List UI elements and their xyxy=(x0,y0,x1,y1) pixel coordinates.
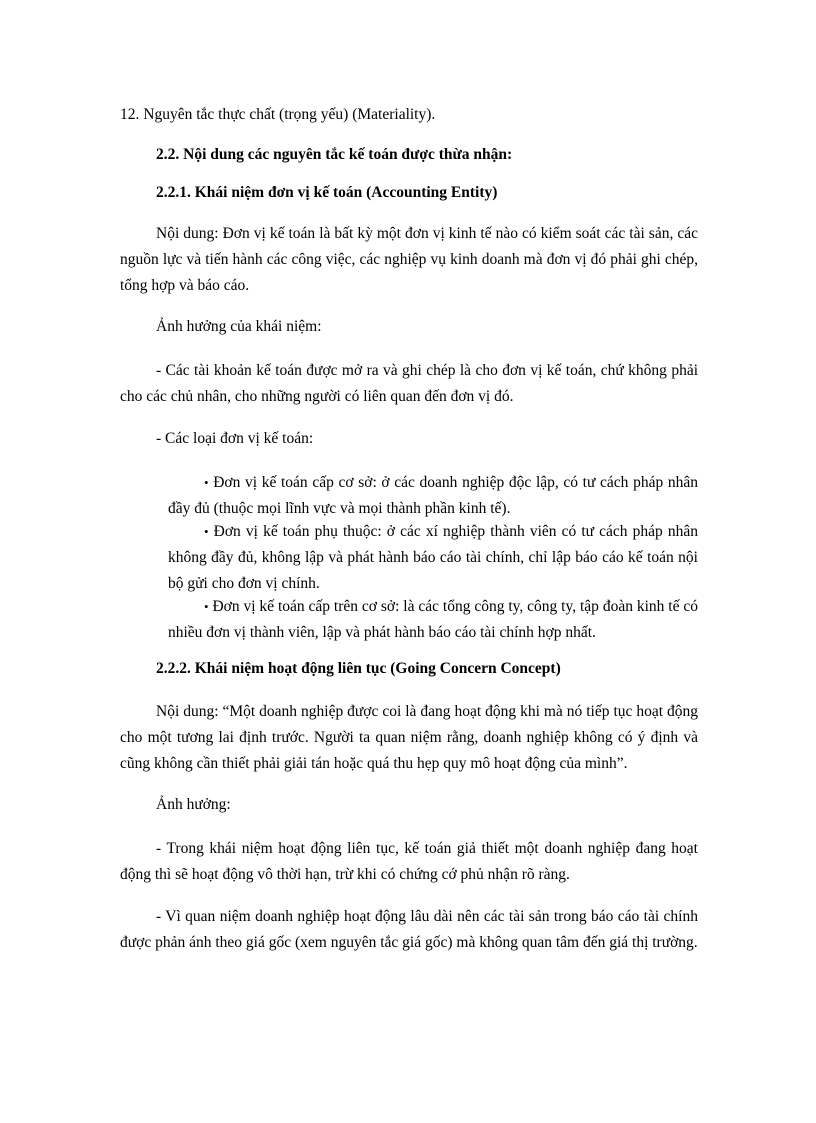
paragraph-entity-types xyxy=(120,426,698,452)
subsection-heading-entity xyxy=(120,180,698,206)
heading-2-2: 2.2. Nội dung các nguyên tắc kế toán được thừa nhận: xyxy=(156,146,513,163)
bullet-text: Đơn vị kế toán phụ thuộc: ở các xí nghiệp thành viên có tư cách pháp nhân không đầy đủ, không lập và phát hành báo cáo tài chính, chỉ lập báo cáo kế toán nội bộ gửi cho đơn vị chính. xyxy=(168,523,698,592)
paragraph-text: Ảnh hưởng của khái niệm: xyxy=(156,318,322,335)
paragraph-text: - Các tài khoản kế toán được mở ra và ghi chép là cho đơn vị kế toán, chứ không phải cho các chủ nhân, cho những người có liên quan đến đơn vị đó. xyxy=(120,362,698,405)
bullet-icon: • xyxy=(204,475,209,490)
bullet-item-dependent xyxy=(168,519,698,597)
paragraph-entity-effects xyxy=(120,314,698,340)
paragraph-text: Nội dung: Đơn vị kế toán là bất kỳ một đơn vị kinh tế nào có kiểm soát các tài sản, các nguồn lực và tiến hành các công việc, các nghiệp vụ kinh doanh mà đơn vị đó phải ghi chép, tổng hợp và báo cáo. xyxy=(120,225,698,294)
paragraph-text: Ảnh hưởng: xyxy=(156,796,231,813)
paragraph-text: - Các loại đơn vị kế toán: xyxy=(156,430,314,447)
list-item-12: 12. Nguyên tắc thực chất (trọng yếu) (Materiality). xyxy=(120,106,436,123)
bullet-icon: • xyxy=(204,599,209,614)
paragraph-accounts xyxy=(120,358,698,410)
paragraph-text: Nội dung: “Một doanh nghiệp được coi là đang hoạt động khi mà nó tiếp tục hoạt động cho một tương lai định trước. Người ta quan niệm rằng, doanh nghiệp không có ý định và cũng không cần thiết phải giải tán hoặc quá thu hẹp quy mô hoạt động của mình”. xyxy=(120,703,698,772)
paragraph-going-concern-content xyxy=(120,699,698,777)
paragraph-text: - Trong khái niệm hoạt động liên tục, kế toán giả thiết một doanh nghiệp đang hoạt động thì sẽ hoạt động vô thời hạn, trừ khi có chứng cớ phủ nhận rõ ràng. xyxy=(120,840,698,883)
subsection-heading-going-concern xyxy=(120,656,698,682)
bullet-text: Đơn vị kế toán cấp cơ sở: ở các doanh nghiệp độc lập, có tư cách pháp nhân đầy đủ (thuộc mọi lĩnh vực và mọi thành phần kinh tế). xyxy=(168,474,698,517)
bullet-item-basic xyxy=(168,470,698,522)
paragraph-text: - Vì quan niệm doanh nghiệp hoạt động lâu dài nên các tài sản trong báo cáo tài chính được phản ánh theo giá gốc (xem nguyên tắc giá gốc) mà không quan tâm đến giá thị trường. xyxy=(120,908,698,951)
heading-2-2-1: 2.2.1. Khái niệm đơn vị kế toán (Accounting Entity) xyxy=(156,184,498,201)
paragraph-indefinite xyxy=(120,836,698,888)
section-heading xyxy=(120,142,698,168)
paragraph-entity-content xyxy=(120,221,698,299)
heading-2-2-2: 2.2.2. Khái niệm hoạt động liên tục (Going Concern Concept) xyxy=(156,660,561,677)
bullet-item-upper xyxy=(168,594,698,646)
paragraph-historical-cost xyxy=(120,904,698,956)
bullet-text: Đơn vị kế toán cấp trên cơ sở: là các tổng công ty, công ty, tập đoàn kinh tế có nhiều đơn vị thành viên, lập và phát hành báo cáo tài chính hợp nhất. xyxy=(168,598,698,641)
bullet-icon: • xyxy=(204,524,209,539)
paragraph-going-concern-effects xyxy=(120,792,698,818)
